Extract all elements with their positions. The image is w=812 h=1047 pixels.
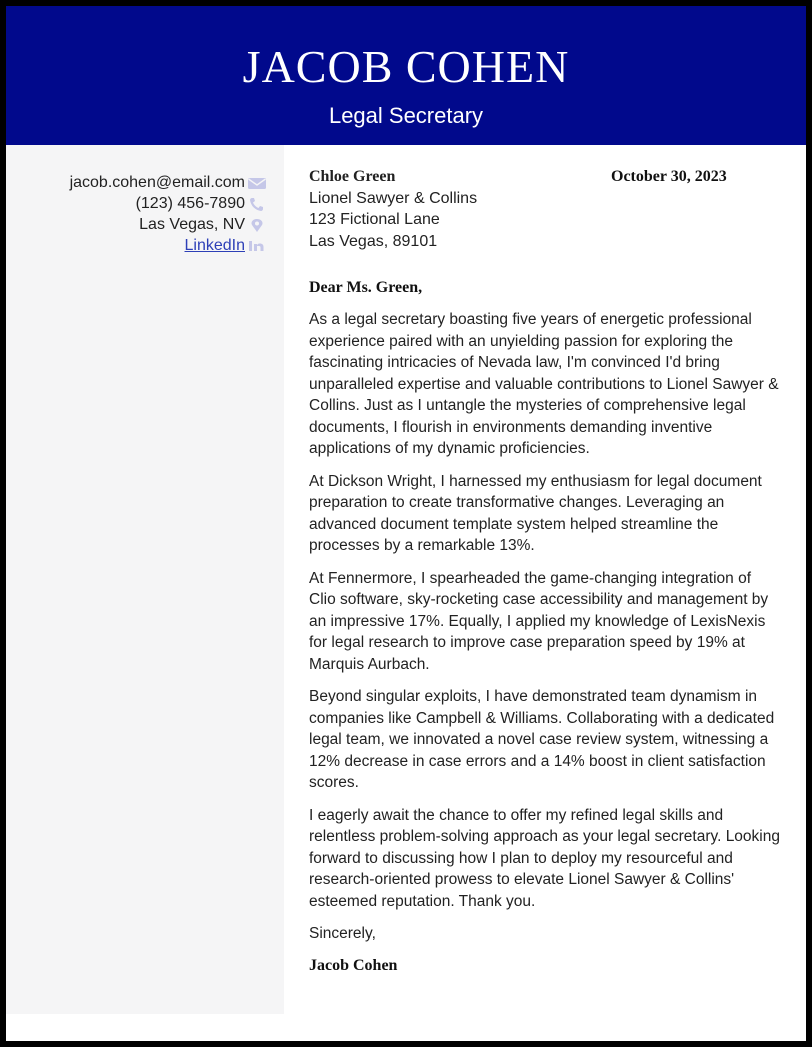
- resume-page: [6, 6, 806, 1041]
- contact-location-row: [139, 214, 267, 235]
- phone-icon: [247, 197, 267, 211]
- recipient-city: Las Vegas, 89101: [309, 232, 438, 250]
- recipient-block: [309, 166, 477, 252]
- contact-email-row: [70, 172, 267, 193]
- signature-name: Jacob Cohen: [309, 957, 398, 974]
- body-paragraph: I eagerly await the chance to offer my refined legal skills and relentless problem-solving approach as your legal secretary. Looking forward to discussing how I plan to deploy my resourceful and research-oriented prowess to elevate Lionel Sawyer & Collins' esteemed reputation. Thank you.: [309, 806, 780, 910]
- body-paragraph: At Dickson Wright, I harnessed my enthusiasm for legal document preparation to create transformative changes. Leveraging an advanced document template system helped streamline the processes by a remarkable 13%.: [309, 472, 762, 554]
- contact-sidebar: [6, 145, 284, 1014]
- salutation: Dear Ms. Green,: [309, 279, 423, 296]
- body-paragraph: As a legal secretary boasting five years of energetic professional experience paired with an unyielding passion for exploring the fascinating intricacies of Nevada law, I'm convinced I'd bring unparalleled expertise and valuable contributions to Lionel Sawyer & Collins. Just as I untangle the mysteries of comprehensive legal documents, I flourish in environments demanding inventive applications of my dynamic proficiencies.: [309, 311, 779, 457]
- closing: Sincerely,: [309, 925, 376, 942]
- body-paragraph: Beyond singular exploits, I have demonstrated team dynamism in companies like Campbell & Williams. Collaborating with a dedicated legal team, we innovated a novel case review system, witnessing a 12% decrease in case errors and a 14% boost in client satisfaction scores.: [309, 688, 775, 791]
- contact-phone: (123) 456-7890: [135, 194, 245, 212]
- contact-phone-row: [136, 193, 267, 214]
- contact-linkedin-row: [185, 235, 268, 256]
- letter-body: [309, 309, 781, 923]
- candidate-name: JACOB COHEN: [242, 41, 570, 92]
- envelope-icon: [247, 176, 267, 190]
- job-title: Legal Secretary: [328, 103, 484, 128]
- body-paragraph: At Fennermore, I spearheaded the game-changing integration of Clio software, sky-rocketing case accessibility and management by an impressive 17%. Equally, I applied my knowledge of LexisNexis for legal research to improve case preparation speed by 19% at Marquis Aurbach.: [309, 569, 769, 673]
- location-pin-icon: [247, 218, 267, 232]
- recipient-name: Chloe Green: [309, 168, 396, 185]
- letter-date: October 30, 2023: [611, 168, 727, 185]
- recipient-company: Lionel Sawyer & Collins: [309, 189, 478, 207]
- linkedin-icon: [247, 239, 267, 253]
- contact-email: jacob.cohen@email.com: [69, 173, 245, 191]
- contact-location: Las Vegas, NV: [139, 215, 245, 233]
- header-banner: [6, 6, 806, 145]
- linkedin-link[interactable]: LinkedIn: [184, 236, 245, 254]
- recipient-street: 123 Fictional Lane: [309, 211, 440, 228]
